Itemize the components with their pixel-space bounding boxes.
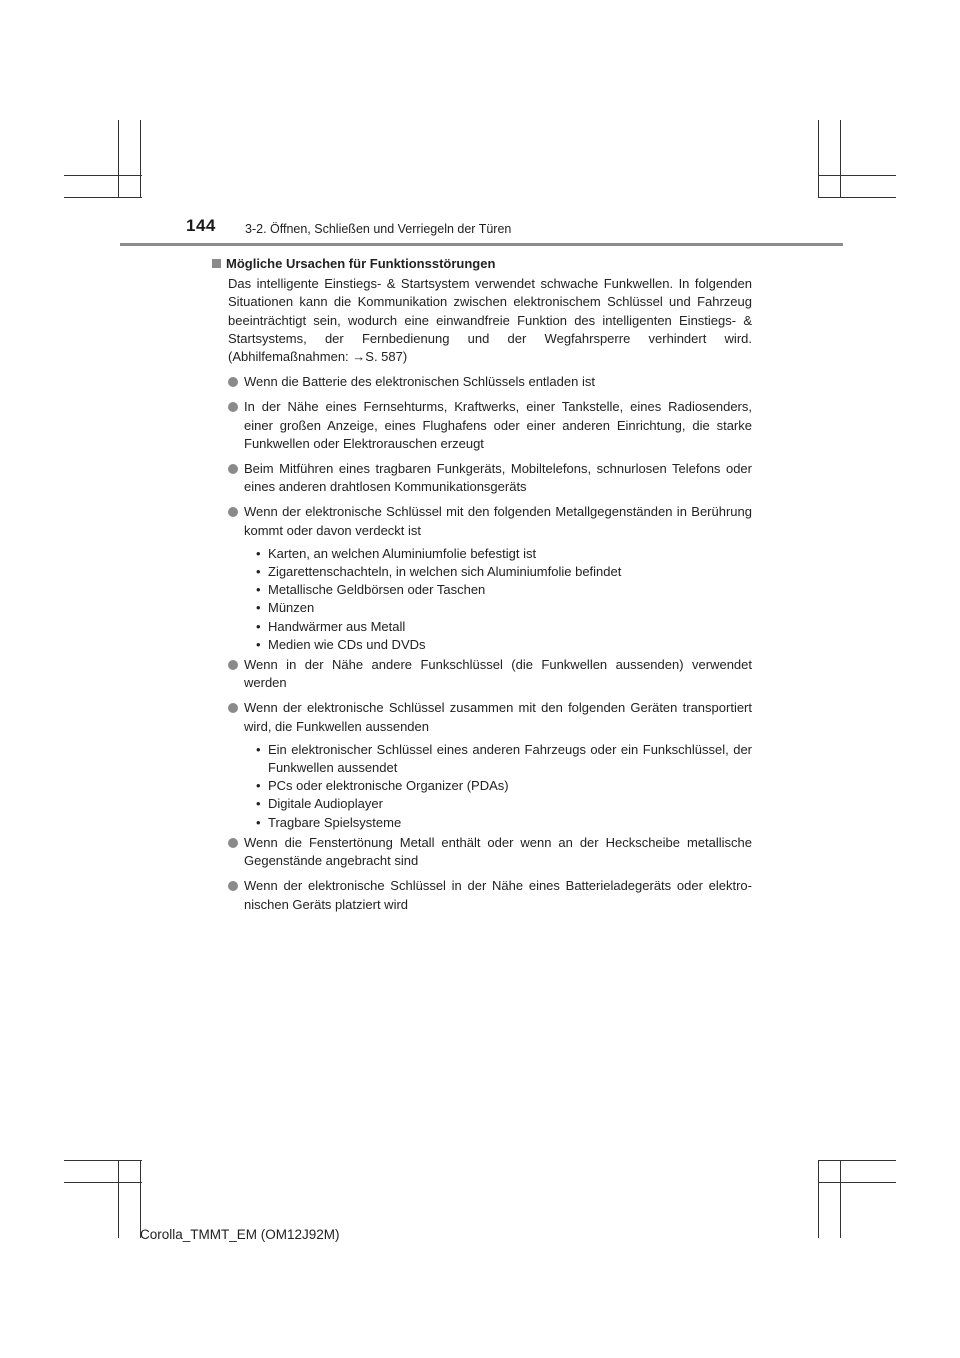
list-item	[228, 877, 752, 913]
list-item	[228, 398, 752, 453]
sub-list	[256, 741, 752, 832]
sub-bullet: •	[256, 814, 261, 830]
bullet-list	[228, 373, 752, 913]
sub-bullet: •	[256, 618, 261, 634]
list-item	[228, 503, 752, 539]
sub-list	[256, 545, 752, 654]
crop-mark	[64, 175, 142, 176]
crop-mark	[64, 1160, 142, 1161]
crop-mark	[818, 1182, 896, 1183]
intro-paragraph: Das intelligente Einstiegs- & Startsystem verwendet schwache Funkwellen. In folgenden Situationen kann die Kommunikation zwischen elektronischem Schlüssel und Fahrzeug beeinträchtigt sein, wodurch eine einwandfreie Funktion des intelligenten Einstiegs- & Startsystems, der Fernbedienung und der Wegfahrsperre verhindert wird. (Abhilfemaßnahmen: →S. 587)	[228, 276, 752, 365]
header-rule	[120, 243, 843, 246]
list-item-text: Wenn die Batterie des elektronischen Schlüssels entladen ist	[244, 374, 595, 390]
list-item-text: Wenn der elektronische Schlüssel zusammen mit den folgenden Geräten transportiert wird, die Funkwellen aussenden	[244, 700, 752, 734]
crop-mark	[64, 1182, 142, 1183]
sub-bullet: •	[256, 600, 261, 616]
circle-bullet-icon	[228, 703, 238, 713]
crop-mark	[818, 175, 896, 176]
sub-list-item: • Tragbare Spielsysteme	[256, 814, 752, 832]
section-header: 3-2. Öffnen, Schließen und Verriegeln der Türen	[245, 222, 512, 236]
sub-list-item: • PCs oder elektronische Organizer (PDAs)	[256, 777, 752, 795]
section-heading	[212, 255, 752, 273]
circle-bullet-icon	[228, 838, 238, 848]
sub-list-item: • Medien wie CDs und DVDs	[256, 636, 752, 654]
crop-mark	[840, 120, 841, 198]
list-item-text: Beim Mitführen eines tragbaren Funkgeräts, Mobiltelefons, schnurlosen Telefons oder eines anderen drahtlosen Kommunikationsgeräts	[244, 461, 752, 495]
sub-list-item: • Karten, an welchen Aluminiumfolie befestigt ist	[256, 545, 752, 563]
sub-bullet: •	[256, 564, 261, 580]
sub-bullet: •	[256, 778, 261, 794]
footer-document-id: Corolla_TMMT_EM (OM12J92M)	[140, 1227, 340, 1242]
list-item-text: Wenn in der Nähe andere Funkschlüssel (die Funkwellen aussenden) verwendet werden	[244, 657, 752, 691]
crop-mark	[64, 197, 142, 198]
circle-bullet-icon	[228, 507, 238, 517]
circle-bullet-icon	[228, 881, 238, 891]
crop-mark	[840, 1160, 841, 1238]
list-item-text: Wenn die Fenstertönung Metall enthält oder wenn an der Heckscheibe metallische Gegenstände angebracht sind	[244, 834, 752, 869]
crop-mark	[118, 1160, 119, 1238]
sub-list-item: • Digitale Audioplayer	[256, 795, 752, 813]
list-item	[228, 834, 752, 870]
list-item	[228, 699, 752, 735]
list-item-text: In der Nähe eines Fernsehturms, Kraftwerks, einer Tankstelle, eines Radiosenders, einer großen Anzeige, eines Flughafens oder einer anderen Einrichtung, die starke Funkwellen oder Elektrorauschen erzeugt	[244, 399, 752, 451]
list-item	[228, 373, 752, 391]
sub-list-item: • Ein elektronischer Schlüssel eines anderen Fahrzeugs oder ein Funkschlüssel, der Funkwellen aussendet	[256, 741, 752, 777]
square-bullet-icon	[212, 259, 221, 268]
crop-mark	[818, 1160, 819, 1238]
sub-bullet: •	[256, 636, 261, 652]
sub-list-item: • Metallische Geldbörsen oder Taschen	[256, 581, 752, 599]
list-item	[228, 460, 752, 496]
sub-bullet: •	[256, 582, 261, 598]
heading-text: Mögliche Ursachen für Funktionsstörungen	[226, 256, 496, 271]
sub-bullet: •	[256, 545, 261, 561]
circle-bullet-icon	[228, 660, 238, 670]
sub-list-item: • Münzen	[256, 599, 752, 617]
sub-bullet: •	[256, 796, 261, 812]
crop-mark	[140, 120, 141, 198]
sub-list-item: • Zigarettenschachteln, in welchen sich Aluminiumfolie befindet	[256, 563, 752, 581]
list-item-text: Wenn der elektronische Schlüssel in der Nähe eines Batterieladegeräts oder elektronischen Geräts platziert wird	[244, 878, 752, 912]
page-number: 144	[186, 216, 216, 235]
sub-bullet: •	[256, 741, 261, 757]
crop-mark	[118, 120, 119, 198]
circle-bullet-icon	[228, 402, 238, 412]
main-content	[212, 255, 752, 914]
sub-list-item: • Handwärmer aus Metall	[256, 618, 752, 636]
crop-mark	[818, 197, 896, 198]
circle-bullet-icon	[228, 464, 238, 474]
crop-mark	[818, 1160, 896, 1161]
circle-bullet-icon	[228, 377, 238, 387]
crop-mark	[818, 120, 819, 198]
list-item-text: Wenn der elektronische Schlüssel mit den folgenden Metallgegenständen in Berührung kommt oder davon verdeckt ist	[244, 504, 752, 538]
list-item	[228, 656, 752, 692]
